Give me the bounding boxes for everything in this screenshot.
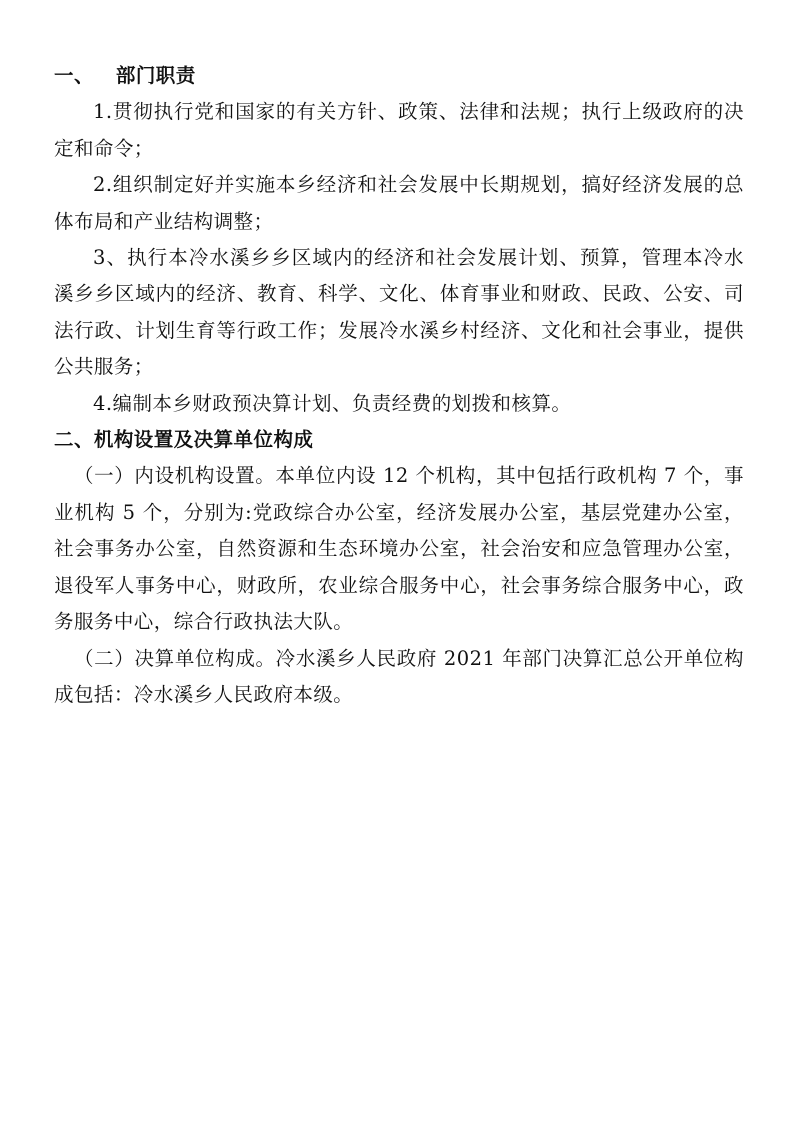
duty-item-2: 2.组织制定好并实施本乡经济和社会发展中长期规划，搞好经济发展的总体布局和产业结构调整；	[54, 173, 744, 233]
duty-item-4: 4.编制本乡财政预决算计划、负责经费的划拨和核算。	[93, 391, 572, 415]
document-body	[54, 58, 744, 713]
duty-item-1: 1.贯彻执行党和国家的有关方针、政策、法律和法规；执行上级政府的决定和命令；	[54, 100, 744, 160]
accounting-unit-paragraph: （二）决算单位构成。冷水溪乡人民政府 2021 年部门决算汇总公开单位构成包括：冷水溪乡人民政府本级。	[54, 646, 744, 706]
internal-organization-paragraph: （一）内设机构设置。本单位内设 12 个机构，其中包括行政机构 7 个，事业机构 5 个，分别为:党政综合办公室，经济发展办公室，基层党建办公室，社会事务办公室，自然资源和生态环境办公室，社会治安和应急管理办公室，退役军人事务中心，财政所，农业综合服务中心，社会事务综合服务中心，政务服务中心，综合行政执法大队。	[54, 464, 744, 634]
section-heading-duties	[54, 58, 744, 94]
duty-item-3: 3、执行本冷水溪乡乡区域内的经济和社会发展计划、预算，管理本冷水溪乡乡区域内的经济、教育、科学、文化、体育事业和财政、民政、公安、司法行政、计划生育等行政工作；发展冷水溪乡村经济、文化和社会事业，提供公共服务；	[54, 246, 744, 379]
section-title: 部门职责	[115, 64, 196, 87]
section-heading-organization: 二、机构设置及决算单位构成	[54, 428, 314, 452]
section-number: 一、	[54, 64, 94, 87]
